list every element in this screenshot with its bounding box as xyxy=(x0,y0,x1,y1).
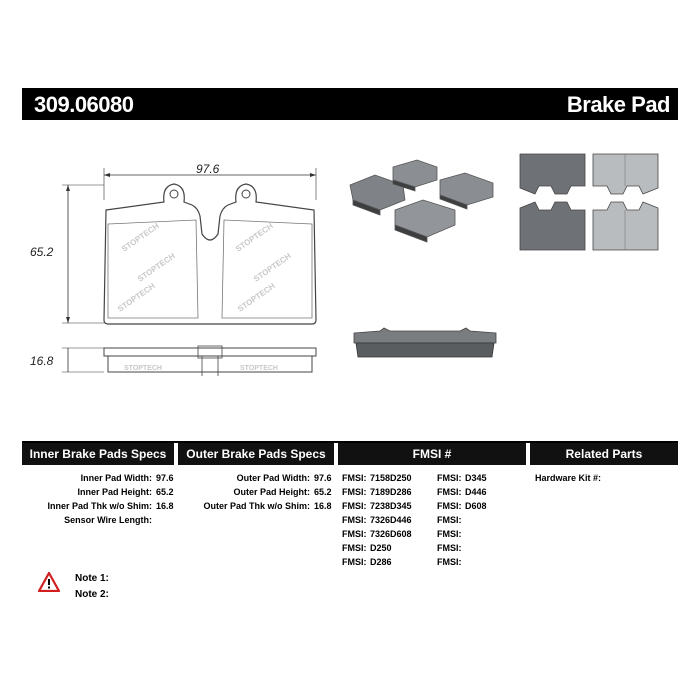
pad-side-photo xyxy=(350,325,500,365)
fmsi-code: 7189D286 xyxy=(370,487,412,497)
inner-pad-width-value: 97.6 xyxy=(156,473,174,483)
note-2-label: Note 2: xyxy=(75,589,109,600)
svg-text:STOPTECH: STOPTECH xyxy=(124,365,162,372)
outer-pad-height-label: Outer Pad Height: xyxy=(233,487,310,497)
fmsi-code: 7158D250 xyxy=(370,473,412,483)
fmsi-label: FMSI: xyxy=(342,473,367,483)
pad-set-photo xyxy=(345,155,505,250)
outer-pad-height-value: 65.2 xyxy=(314,487,332,497)
height-dimension: 65.2 xyxy=(30,245,54,259)
fmsi-label: FMSI: xyxy=(342,557,367,567)
svg-text:STOPTECH: STOPTECH xyxy=(115,281,157,314)
fmsi-label: FMSI: xyxy=(437,501,462,511)
fmsi-code: D345 xyxy=(465,473,487,483)
fmsi-label: FMSI: xyxy=(342,487,367,497)
inner-specs-heading: Inner Brake Pads Specs xyxy=(22,443,174,465)
fmsi-label: FMSI: xyxy=(437,557,462,567)
fmsi-label: FMSI: xyxy=(342,515,367,525)
pad-front-back-photo xyxy=(515,150,665,255)
outer-specs-heading: Outer Brake Pads Specs xyxy=(178,443,334,465)
related-parts-heading: Related Parts xyxy=(530,443,678,465)
hardware-kit-label: Hardware Kit #: xyxy=(535,473,602,483)
sensor-wire-label: Sensor Wire Length: xyxy=(64,515,152,525)
warning-triangle-icon xyxy=(38,572,60,592)
thickness-dimension: 16.8 xyxy=(30,354,54,368)
fmsi-label: FMSI: xyxy=(437,473,462,483)
fmsi-label: FMSI: xyxy=(342,543,367,553)
product-type: Brake Pad xyxy=(566,92,670,117)
inner-pad-thk-label: Inner Pad Thk w/o Shim: xyxy=(47,501,152,511)
fmsi-code: 7238D345 xyxy=(370,501,412,511)
fmsi-code: D286 xyxy=(370,557,392,567)
fmsi-label: FMSI: xyxy=(437,487,462,497)
width-dimension: 97.6 xyxy=(196,162,220,176)
svg-text:STOPTECH: STOPTECH xyxy=(135,251,177,284)
outer-pad-thk-value: 16.8 xyxy=(314,501,332,511)
part-number: 309.06080 xyxy=(34,92,134,117)
inner-pad-thk-value: 16.8 xyxy=(156,501,174,511)
fmsi-label: FMSI: xyxy=(437,543,462,553)
svg-text:STOPTECH: STOPTECH xyxy=(240,365,278,372)
fmsi-label: FMSI: xyxy=(437,529,462,539)
inner-pad-height-label: Inner Pad Height: xyxy=(77,487,152,497)
svg-text:STOPTECH: STOPTECH xyxy=(251,251,293,284)
outer-pad-thk-label: Outer Pad Thk w/o Shim: xyxy=(203,501,310,511)
outer-pad-width-value: 97.6 xyxy=(314,473,332,483)
fmsi-code: D446 xyxy=(465,487,487,497)
fmsi-code: D250 xyxy=(370,543,392,553)
fmsi-code: 7326D446 xyxy=(370,515,412,525)
fmsi-code: D608 xyxy=(465,501,487,511)
note-1-label: Note 1: xyxy=(75,573,109,584)
fmsi-heading: FMSI # xyxy=(338,443,526,465)
svg-text:STOPTECH: STOPTECH xyxy=(119,221,161,254)
inner-pad-width-label: Inner Pad Width: xyxy=(80,473,152,483)
inner-pad-height-value: 65.2 xyxy=(156,487,174,497)
fmsi-label: FMSI: xyxy=(437,515,462,525)
fmsi-label: FMSI: xyxy=(342,501,367,511)
svg-text:STOPTECH: STOPTECH xyxy=(235,281,277,314)
fmsi-code: 7326D608 xyxy=(370,529,412,539)
fmsi-label: FMSI: xyxy=(342,529,367,539)
outer-pad-width-label: Outer Pad Width: xyxy=(236,473,310,483)
svg-text:STOPTECH: STOPTECH xyxy=(233,221,275,254)
